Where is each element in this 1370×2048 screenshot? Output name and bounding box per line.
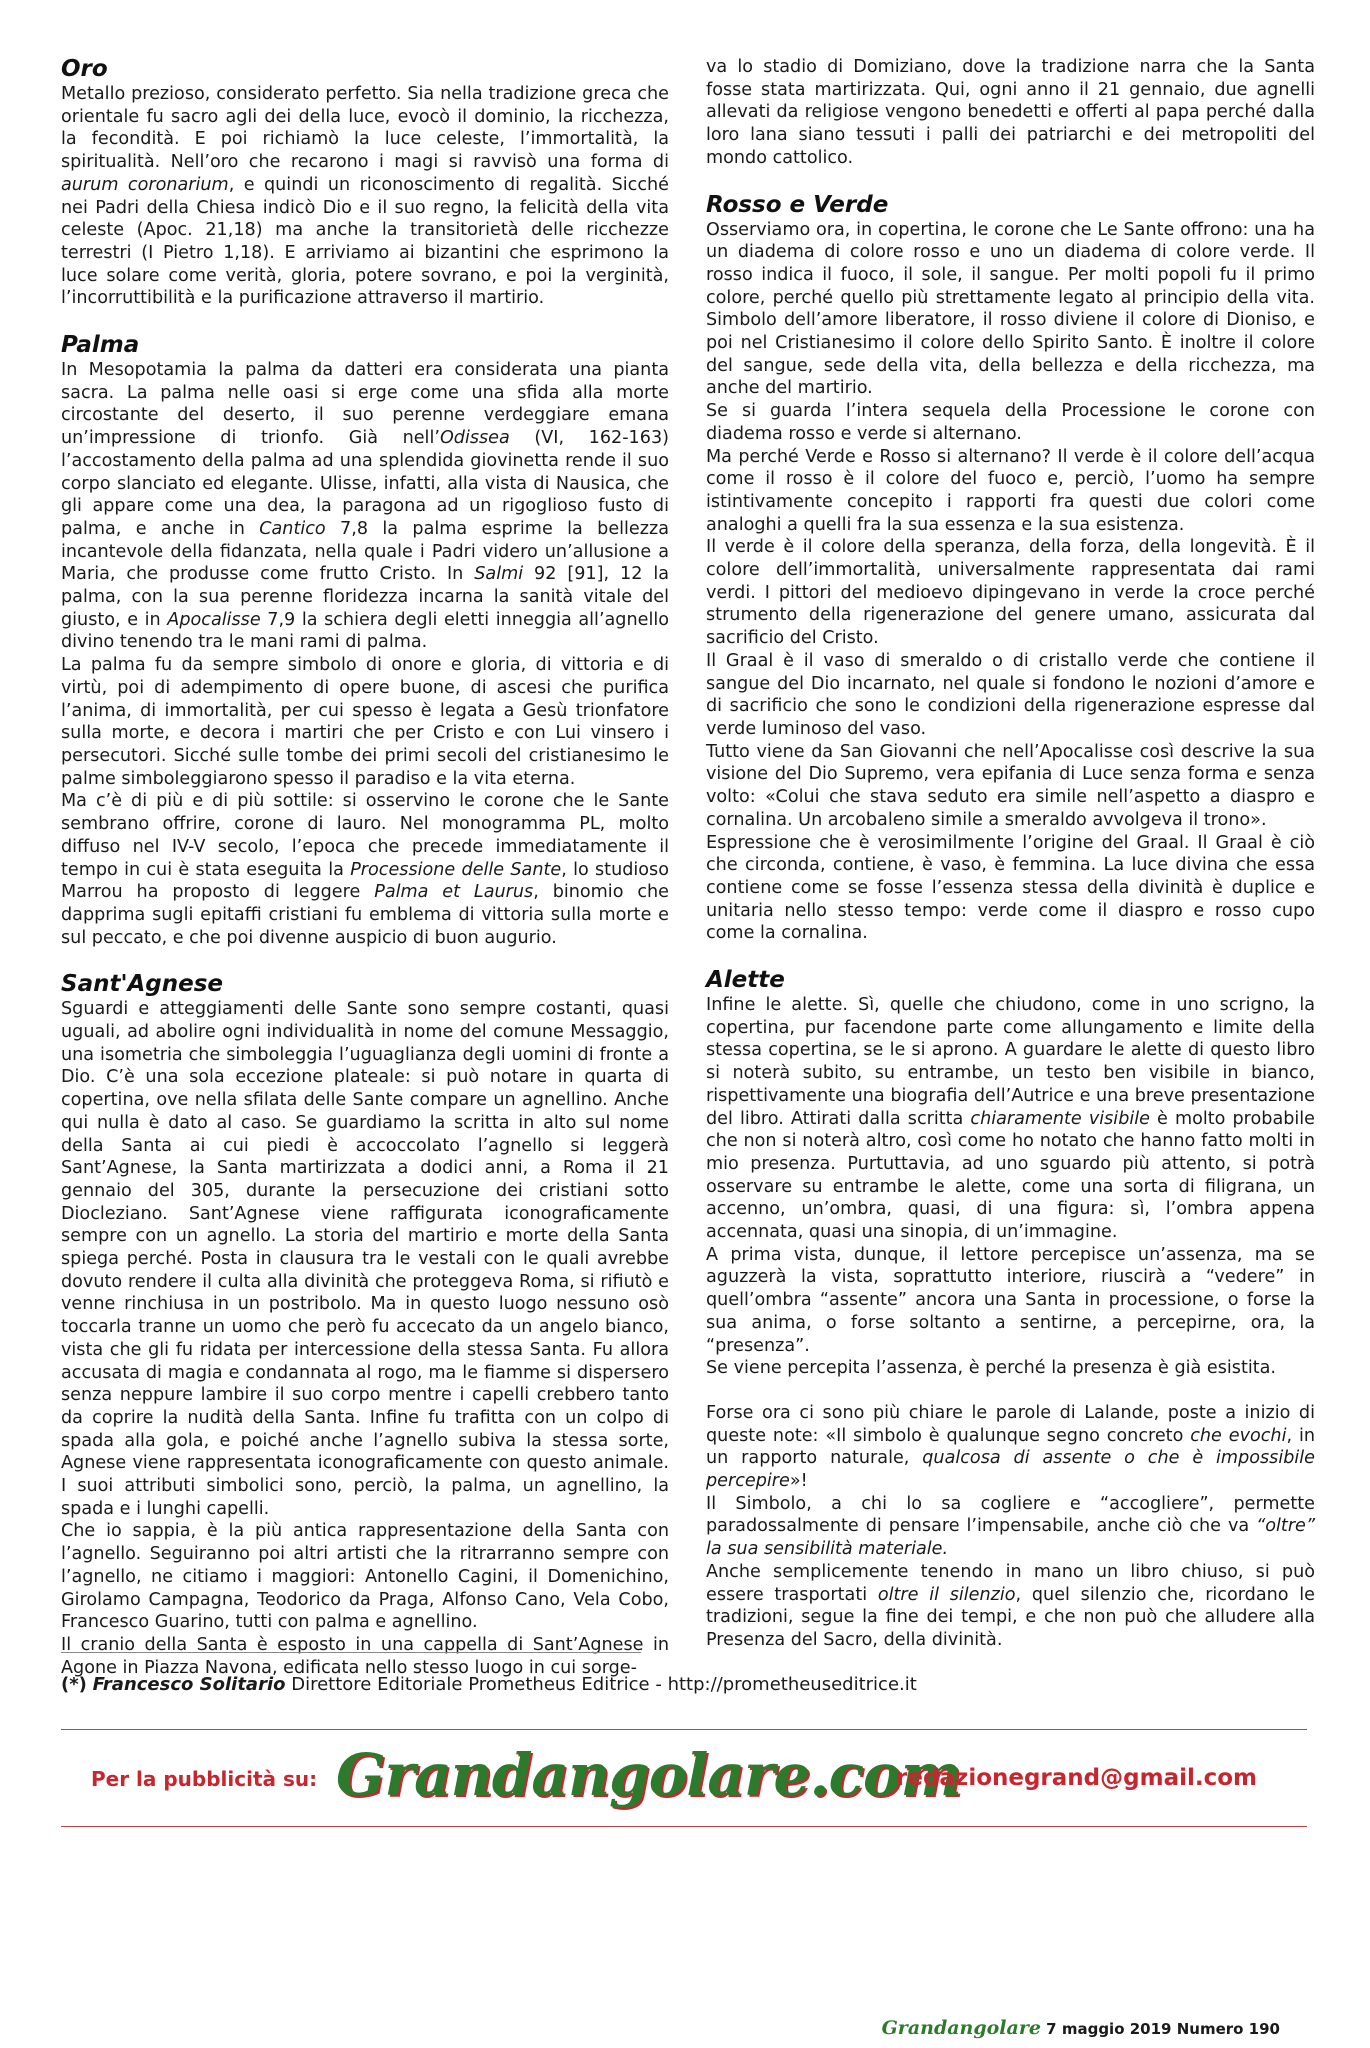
paragraph: Metallo prezioso, considerato perfetto. Sia nella tradizione greca che orientale fu sacro agli dei della luce, evocò il dominio, la ricchezza, la fecondità. E poi richiamò la luce celeste, l’immortalità, la spiritualità. Nell’oro che recarono i magi si ravvisò una forma di aurum coronarium, e quindi un riconoscimento di regalità. Sicché nei Padri della Chiesa indicò Dio e il suo regno, la felicità della vita celeste (Apoc. 21,18) ma anche la transitorietà delle ricchezze terrestri (I Pietro 1,18). E arriviamo ai bizantini che esprimono la luce solare come verità, gloria, potere sovrano, e poi la verginità, l’incorruttibilità e la purificazione attraverso il martirio. <box>61 84 670 309</box>
paragraph: va lo stadio di Domiziano, dove la tradizione narra che la Santa fosse stata martirizzata. Qui, ogni anno il 21 gennaio, due agnelli allevati da religiose vengono benedetti e offerti al papa perché dalla loro lana siano tessuti i palli dei patriarchi e dei metropoliti del mondo cattolico. <box>706 57 1315 168</box>
footnote-author: Francesco Solitario <box>92 1674 286 1695</box>
paragraph: Che io sappia, è la più antica rappresentazione della Santa con l’agnello. Seguiranno poi altri artisti che la ritrarranno sempre con l’agnello, ne citiamo i maggiori: Antonello Cagini, il Domenichino, Girolamo Campagna, Teodorico da Praga, Alfonso Cano, Vela Cobo, Francesco Guarino, tutti con palma e agnellino. <box>61 1521 669 1633</box>
footnote <box>61 1674 917 1695</box>
banner-email-link[interactable]: redazionegrand@gmail.com <box>896 1765 1257 1791</box>
paragraph: Osserviamo ora, in copertina, le corone che Le Sante offrono: una ha un diadema di colore rosso e uno un diadema di colore verde. Il rosso indica il fuoco, il sole, il sangue. Per molti popoli fu il primo colore, perché quello più strettamente legato al principio della vita. Simbolo dell’amore liberatore, il rosso diviene il colore di Dioniso, e poi nel Cristianesimo il colore dello Spirito Santo. È inoltre il colore del sangue, sede della vita, della bellezza e della ricchezza, ma anche del martirio. <box>706 219 1315 399</box>
paragraph: Sguardi e atteggiamenti delle Sante sono sempre costanti, quasi uguali, ad abolire ogni individualità in nome del comune Messaggio, una isometria che simboleggia l’uguaglianza degli uomini di fronte a Dio. C’è una sola eccezione plateale: si può notare in quarta di copertina, ove nella sfilata delle Sante compare un agnellino. Anche qui nulla è dato al caso. Se guardiamo la scritta in alto sul nome della Santa ai cui piedi è accoccolato l’agnello si leggerà Sant’Agnese, la Santa martirizzata a dodici anni, a Roma il 21 gennaio del 305, durante la persecuzione dei cristiani sotto Diocleziano. Sant’Agnese viene raffigurata iconograficamente sempre con un agnello. La storia del martirio e morte della Santa spiega perché. Posta in clausura tra le vestali con le quali avrebbe dovuto rendere il culta alla divinità che proteggeva Roma, si rifiutò e venne rinchiusa in un postribolo. Ma in questo luogo nessuno osò toccarla tranne un uomo che però fu accecato da un angelo bianco, vista che gli fu ridata per intercessione della stessa Santa. Fu allora accusata di magia e condannata al rogo, ma le fiamme si dispersero senza neppure lambire il suo corpo mentre i capelli crebbero tanto da coprire la nudità della Santa. Infine fu trafitta con un colpo di spada alla gola, e poiché anche l’agnello subiva la stessa sorte, Agnese viene rappresentata iconograficamente con questo animale. I suoi attributi simbolici sono, perciò, la palma, un agnellino, la spada e i lunghi capelli. <box>61 999 669 1519</box>
paragraph: Il Simbolo, a chi lo sa cogliere e “accogliere”, permette paradossalmente di pensare l’impensabile, anche ciò che va “oltre” la sua sensibilità materiale. <box>706 1493 1315 1560</box>
paragraph: Infine le alette. Sì, quelle che chiudono, come in uno scrigno, la copertina, pur facendone parte come allungamento e limite della stessa copertina, se le si aprono. A guardare le alette di questo libro si noterà subito, su entrambe, un testo ben visibile in bianco, rispettivamente una biografia dell’Autrice e una breve presentazione del libro. Attirati dalla scritta chiaramente visibile è molto probabile che non si noterà altro, così come ho notato che hanno fatto molti in mio presenza. Purtuttavia, ad uno sguardo più attento, si potrà osservare su entrambe le alette, come una sorta di filigrana, un accenno, un’ombra, quasi, di una figura: sì, l’ombra appena accennata, quasi una sinopia, di un’immagine. <box>706 995 1315 1243</box>
masthead-name: Grandangolare <box>881 2017 1041 2039</box>
paragraph: In Mesopotamia la palma da datteri era considerata una pianta sacra. La palma nelle oasi si erge come una sfida alla morte circostante del deserto, il suo perenne verdeggiare emana un’impressione di trionfo. Già nell’Odissea (VI, 162-163) l’accostamento della palma ad una splendida giovinetta rende il suo corpo slanciato ed elegante. Ulisse, infatti, alla vista di Nausica, che gli appare come una dea, la paragona ad un rigoglioso fusto di palma, e anche in Cantico 7,8 la palma esprime la bellezza incantevole della fidanzata, nella quale i Padri videro un’allusione a Maria, che produsse come frutto Cristo. In Salmi 92 [91], 12 la palma, con la sua perenne floridezza incarna la sanità vitale del giusto, e in Apocalisse 7,9 la schiera degli eletti inneggia all’agnello divino tenendo tra le mani rami di palma. <box>61 360 670 653</box>
paragraph: Ma c’è di più e di più sottile: si osservino le corone che le Sante sembrano offrire, corone di lauro. Nel monogramma PL, molto diffuso nel IV-V secolo, l’epoca che precede immediatamente il tempo in cui è stata eseguita la Processione delle Sante, lo studioso Marrou ha proposto di leggere Palma et Laurus, binomio che dapprima sugli epitaffi cristiani fu emblema di vittoria sulla morte e sul peccato, e che poi divenne auspicio di buon augurio. <box>61 791 669 948</box>
footnote-divider <box>61 1652 641 1653</box>
paragraph: Se si guarda l’intera sequela della Processione le corone con diadema rosso e verde si alternano. <box>706 401 1315 444</box>
section-title-sant-agnese: Sant'Agnese <box>61 971 224 998</box>
footnote-mark: (*) <box>61 1674 87 1695</box>
paragraph: Il Graal è il vaso di smeraldo o di cristallo verde che contiene il sangue del Dio incarnato, nel quale si fondono le nozioni d’amore e di sacrificio che sono le condizioni della rigenerazione espresse dal verde luminoso del vaso. <box>706 650 1315 739</box>
masthead-issue: Numero 190 <box>1176 2020 1280 2038</box>
masthead-date: 7 maggio 2019 <box>1046 2020 1172 2038</box>
paragraph: Espressione che è verosimilmente l’origine del Graal. Il Graal è ciò che circonda, contiene, è vaso, è femmina. La luce divina che essa contiene come se fosse l’essenza stessa della divinità è duplice e unitaria nello stesso tempo: verde come il diaspro e rosso cupo come la cornalina. <box>706 832 1315 944</box>
paragraph: Il cranio della Santa è esposto in una cappella di Sant’Agnese in Agone in Piazza Navona, edificata nello stesso luogo in cui sorge- <box>61 1635 669 1678</box>
section-title-palma: Palma <box>61 332 140 359</box>
banner-bottom-rule <box>61 1826 1307 1827</box>
paragraph: A prima vista, dunque, il lettore percepisce un’assenza, ma se aguzzerà la vista, soprattutto interiore, riuscirà a “vedere” in quell’ombra “assente” ancora una Santa in processione, o forse la sua anima, o forse soltanto a sentirne, a percepirne, ora, la “presenza”. <box>706 1244 1315 1356</box>
advertising-banner <box>61 1741 1307 1815</box>
paragraph: La palma fu da sempre simbolo di onore e gloria, di vittoria e di virtù, poi di adempimento di opere buone, di ascesi che purifica l’anima, di immortalità, per cui spesso è legata a Gesù trionfatore sulla morte, e decora i martiri che per Cristo e con Lui vinsero i persecutori. Sicché sulle tombe dei primi secoli del cristianesimo le palme simboleggiarono spesso il paradiso e la vita eterna. <box>61 655 669 789</box>
banner-brand-logo[interactable]: Grandangolare.com <box>336 1741 962 1809</box>
section-title-rosso-e-verde: Rosso e Verde <box>706 191 889 218</box>
page-masthead <box>882 2017 1280 2039</box>
paragraph: Ma perché Verde e Rosso si alternano? Il verde è il colore dell’acqua come il rosso è il colore del fuoco e, perciò, l’uomo ha sempre istintivamente concepito i rapporti fra questi due colori come analoghi a quelli fra la sua essenza e la sua esistenza. <box>706 446 1315 535</box>
section-title-alette: Alette <box>706 967 785 994</box>
left-column <box>61 56 669 1679</box>
paragraph: Se viene percepita l’assenza, è perché la presenza è già esistita. <box>706 1358 1277 1379</box>
paragraph: Il verde è il colore della speranza, della forza, della longevità. È il colore dell’immortalità, universalmente rappresentata dai rami verdi. I pittori del medioevo dipingevano in verde la croce perché strumento della rigenerazione del genere umano, assicurata dal sacrificio del Cristo. <box>706 537 1315 649</box>
right-column <box>706 56 1315 1652</box>
paragraph: Forse ora ci sono più chiare le parole di Lalande, poste a inizio di queste note: «Il simbolo è qualunque segno concreto che evochi, in un rapporto naturale, qualcosa di assente o che è impossibile percepire»! <box>706 1402 1315 1492</box>
paragraph: Tutto viene da San Giovanni che nell’Apocalisse così descrive la sua visione del Dio Supremo, vera epifania di Luce senza forma e senza volto: «Colui che stava seduto era simile nell’aspetto a diaspro e cornalina. Un arcobaleno simile a smeraldo avvolgeva il trono». <box>706 741 1315 830</box>
footnote-text: Direttore Editoriale Prometheus Editrice - http://prometheuseditrice.it <box>285 1674 917 1695</box>
banner-top-rule <box>61 1729 1307 1730</box>
banner-label: Per la pubblicità su: <box>91 1767 318 1791</box>
paragraph: Anche semplicemente tenendo in mano un libro chiuso, si può essere trasportati oltre il silenzio, quel silenzio che, ricordano le tradizioni, segue la fine dei tempi, e che non può che alludere alla Presenza del Sacro, della divinità. <box>706 1561 1315 1650</box>
section-title-oro: Oro <box>61 56 108 82</box>
